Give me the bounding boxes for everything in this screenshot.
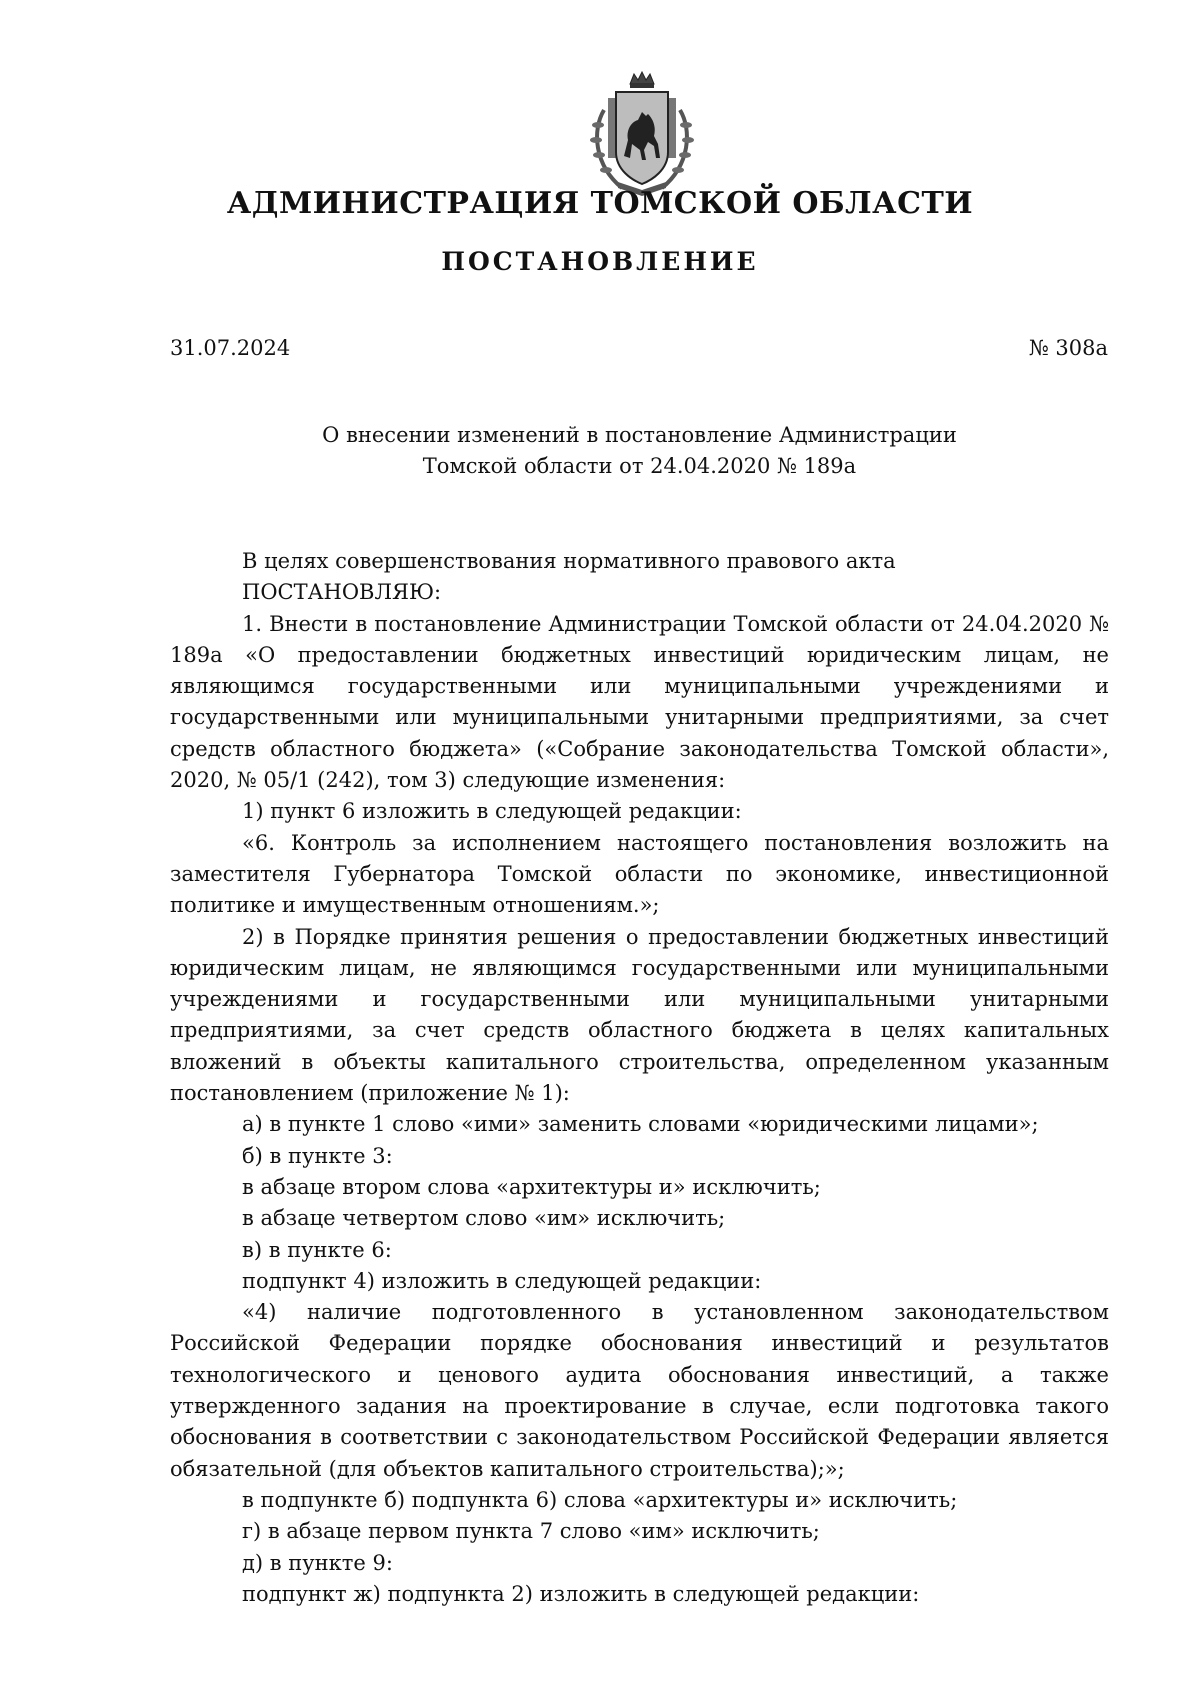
paragraph-subitem-4: подпункт 4) изложить в следующей редакции: [242,1268,762,1293]
paragraph-abzac-2: в абзаце втором слова «архитектуры и» исключить; [242,1174,821,1199]
paragraph-subitem-zh: подпункт ж) подпункта 2) изложить в следующей редакции: [242,1581,920,1606]
document-type: ПОСТАНОВЛЕНИЕ [441,247,759,276]
paragraph-subitem-6: в подпункте б) подпункта 6) слова «архитектуры и» исключить; [242,1487,958,1512]
organization-name: АДМИНИСТРАЦИЯ ТОМСКОЙ ОБЛАСТИ [226,186,974,221]
paragraph-sub-b: б) в пункте 3: [242,1143,393,1168]
paragraph-sub-a: а) в пункте 1 слово «ими» заменить словами «юридическими лицами»; [242,1112,1039,1137]
paragraph-decree: ПОСТАНОВЛЯЮ: [242,580,442,605]
paragraph-sub-2: 2) в Порядке принятия решения о предоставлении бюджетных инвестиций юридическим лицам, не являющимся государственными или муниципальными учреждениями и государственными или муниципальными унитарными предприятиями, за счет средств областного бюджета в целях капитальных вложений в объекты капитального строительства, определенном указанным постановлением (приложение № 1): [170,924,1109,1106]
paragraph-sub-1: 1) пункт 6 изложить в следующей редакции: [242,799,742,824]
paragraph-sub-g: г) в абзаце первом пункта 7 слово «им» исключить; [242,1519,820,1544]
document-title [170,420,1109,482]
title-line-1: О внесении изменений в постановление Администрации [322,423,957,447]
document-body [170,546,1109,1610]
title-line-2: Томской области от 24.04.2020 № 189а [422,454,857,478]
paragraph-sub-v: в) в пункте 6: [242,1237,392,1262]
paragraph-quote-6: «6. Контроль за исполнением настоящего постановления возложить на заместителя Губернатора Томской области по экономике, инвестиционной политике и имущественным отношениям.»; [170,830,1109,918]
paragraph-item-1: 1. Внести в постановление Администрации Томской области от 24.04.2020 № 189а «О предоставлении бюджетных инвестиций юридическим лицам, не являющимся государственными или муниципальными учреждениями и государственными или муниципальными унитарными предприятиями, за счет средств областного бюджета» («Собрание законодательства Томской области», 2020, № 05/1 (242), том 3) следующие изменения: [170,611,1109,793]
paragraph-sub-d: д) в пункте 9: [242,1550,393,1575]
paragraph-quote-4: «4) наличие подготовленного в установленном законодательством Российской Федерации порядке обоснования инвестиций и результатов технологического и ценового аудита обоснования инвестиций, а также утвержденного задания на проектирование в случае, если подготовка такого обоснования в соответствии с законодательством Российской Федерации является обязательной (для объектов капитального строительства);»; [170,1300,1109,1481]
document-date: 31.07.2024 [170,336,291,360]
paragraph-abzac-4: в абзаце четвертом слово «им» исключить; [242,1206,726,1231]
coat-of-arms-icon [582,70,702,200]
document-number: № 308а [1028,336,1108,360]
paragraph-preamble: В целях совершенствования нормативного правового акта [242,549,896,573]
